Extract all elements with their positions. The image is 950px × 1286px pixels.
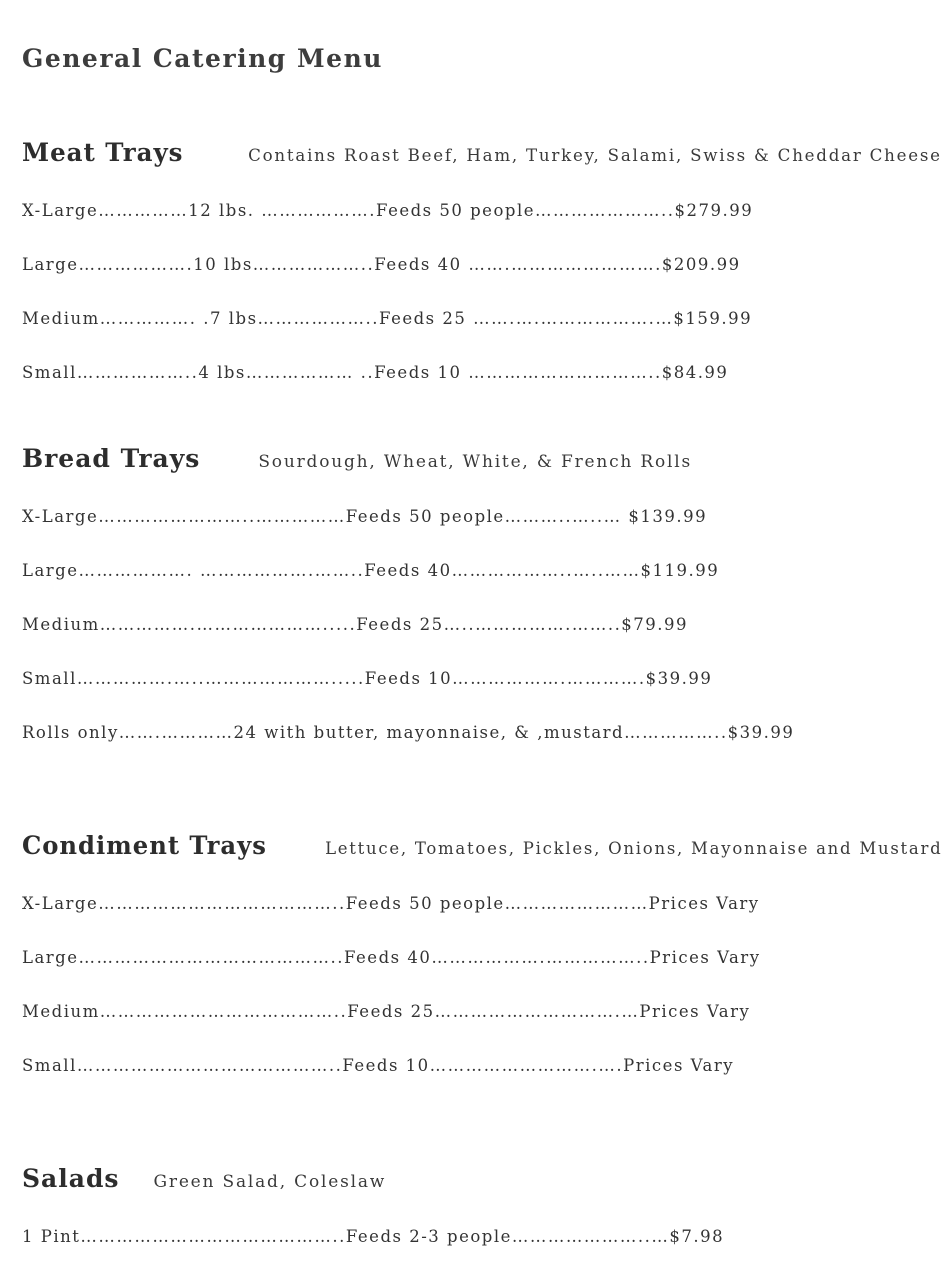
menu-item: Medium…………………………………..Feeds 25………………………….…Prices Vary bbox=[22, 1002, 751, 1021]
menu-item: Small………………..4 lbs……………… ..Feeds 10 …………………………..$84.99 bbox=[22, 363, 729, 382]
meat-trays-header bbox=[22, 138, 942, 167]
menu-item: X-Large……………………..……………Feeds 50 people………..…..… $139.99 bbox=[22, 507, 708, 526]
menu-item: Large……………….10 lbs………………..Feeds 40 …….…………………….$209.99 bbox=[22, 255, 741, 274]
bread-trays-header bbox=[22, 444, 692, 473]
condiment-trays-header bbox=[22, 831, 942, 860]
menu-item: 1 Pint……………………………………..Feeds 2-3 people…………………..…$7.98 bbox=[22, 1227, 725, 1246]
section-description: Lettuce, Tomatoes, Pickles, Onions, Mayonnaise and Mustard bbox=[325, 839, 943, 859]
page-title: General Catering Menu bbox=[22, 44, 383, 73]
section-description: Contains Roast Beef, Ham, Turkey, Salami, Swiss & Cheddar Cheese bbox=[248, 146, 942, 166]
salads-header bbox=[22, 1164, 386, 1193]
section-title: Meat Trays bbox=[22, 138, 184, 167]
menu-item: Medium……………. .7 lbs………………..Feeds 25 …….….……………….…$159.99 bbox=[22, 309, 753, 328]
menu-item: Small……………………………………..Feeds 10……………………….….Prices Vary bbox=[22, 1056, 735, 1075]
menu-item: X-Large…………………………………..Feeds 50 people……………………Prices Vary bbox=[22, 894, 760, 913]
menu-item: Rolls only…….…………24 with butter, mayonnaise, & ,mustard……………..$39.99 bbox=[22, 723, 795, 742]
section-title: Bread Trays bbox=[22, 444, 201, 473]
menu-item: Large……………………………………..Feeds 40……………….……………..Prices Vary bbox=[22, 948, 761, 967]
section-title: Condiment Trays bbox=[22, 831, 267, 860]
menu-item: X-Large……………12 lbs. ……………….Feeds 50 people…………………..$279.99 bbox=[22, 201, 754, 220]
menu-item: Small…………….…..………………….....Feeds 10……………….………….$39.99 bbox=[22, 669, 713, 688]
section-description: Sourdough, Wheat, White, & French Rolls bbox=[258, 452, 693, 472]
section-title: Salads bbox=[22, 1164, 120, 1193]
menu-item: Medium…………….………………….....Feeds 25…..…………….……..$79.99 bbox=[22, 615, 689, 634]
menu-item: Large………………. ……………….……..Feeds 40………………..…..……$119.99 bbox=[22, 561, 720, 580]
section-description: Green Salad, Coleslaw bbox=[153, 1172, 387, 1192]
